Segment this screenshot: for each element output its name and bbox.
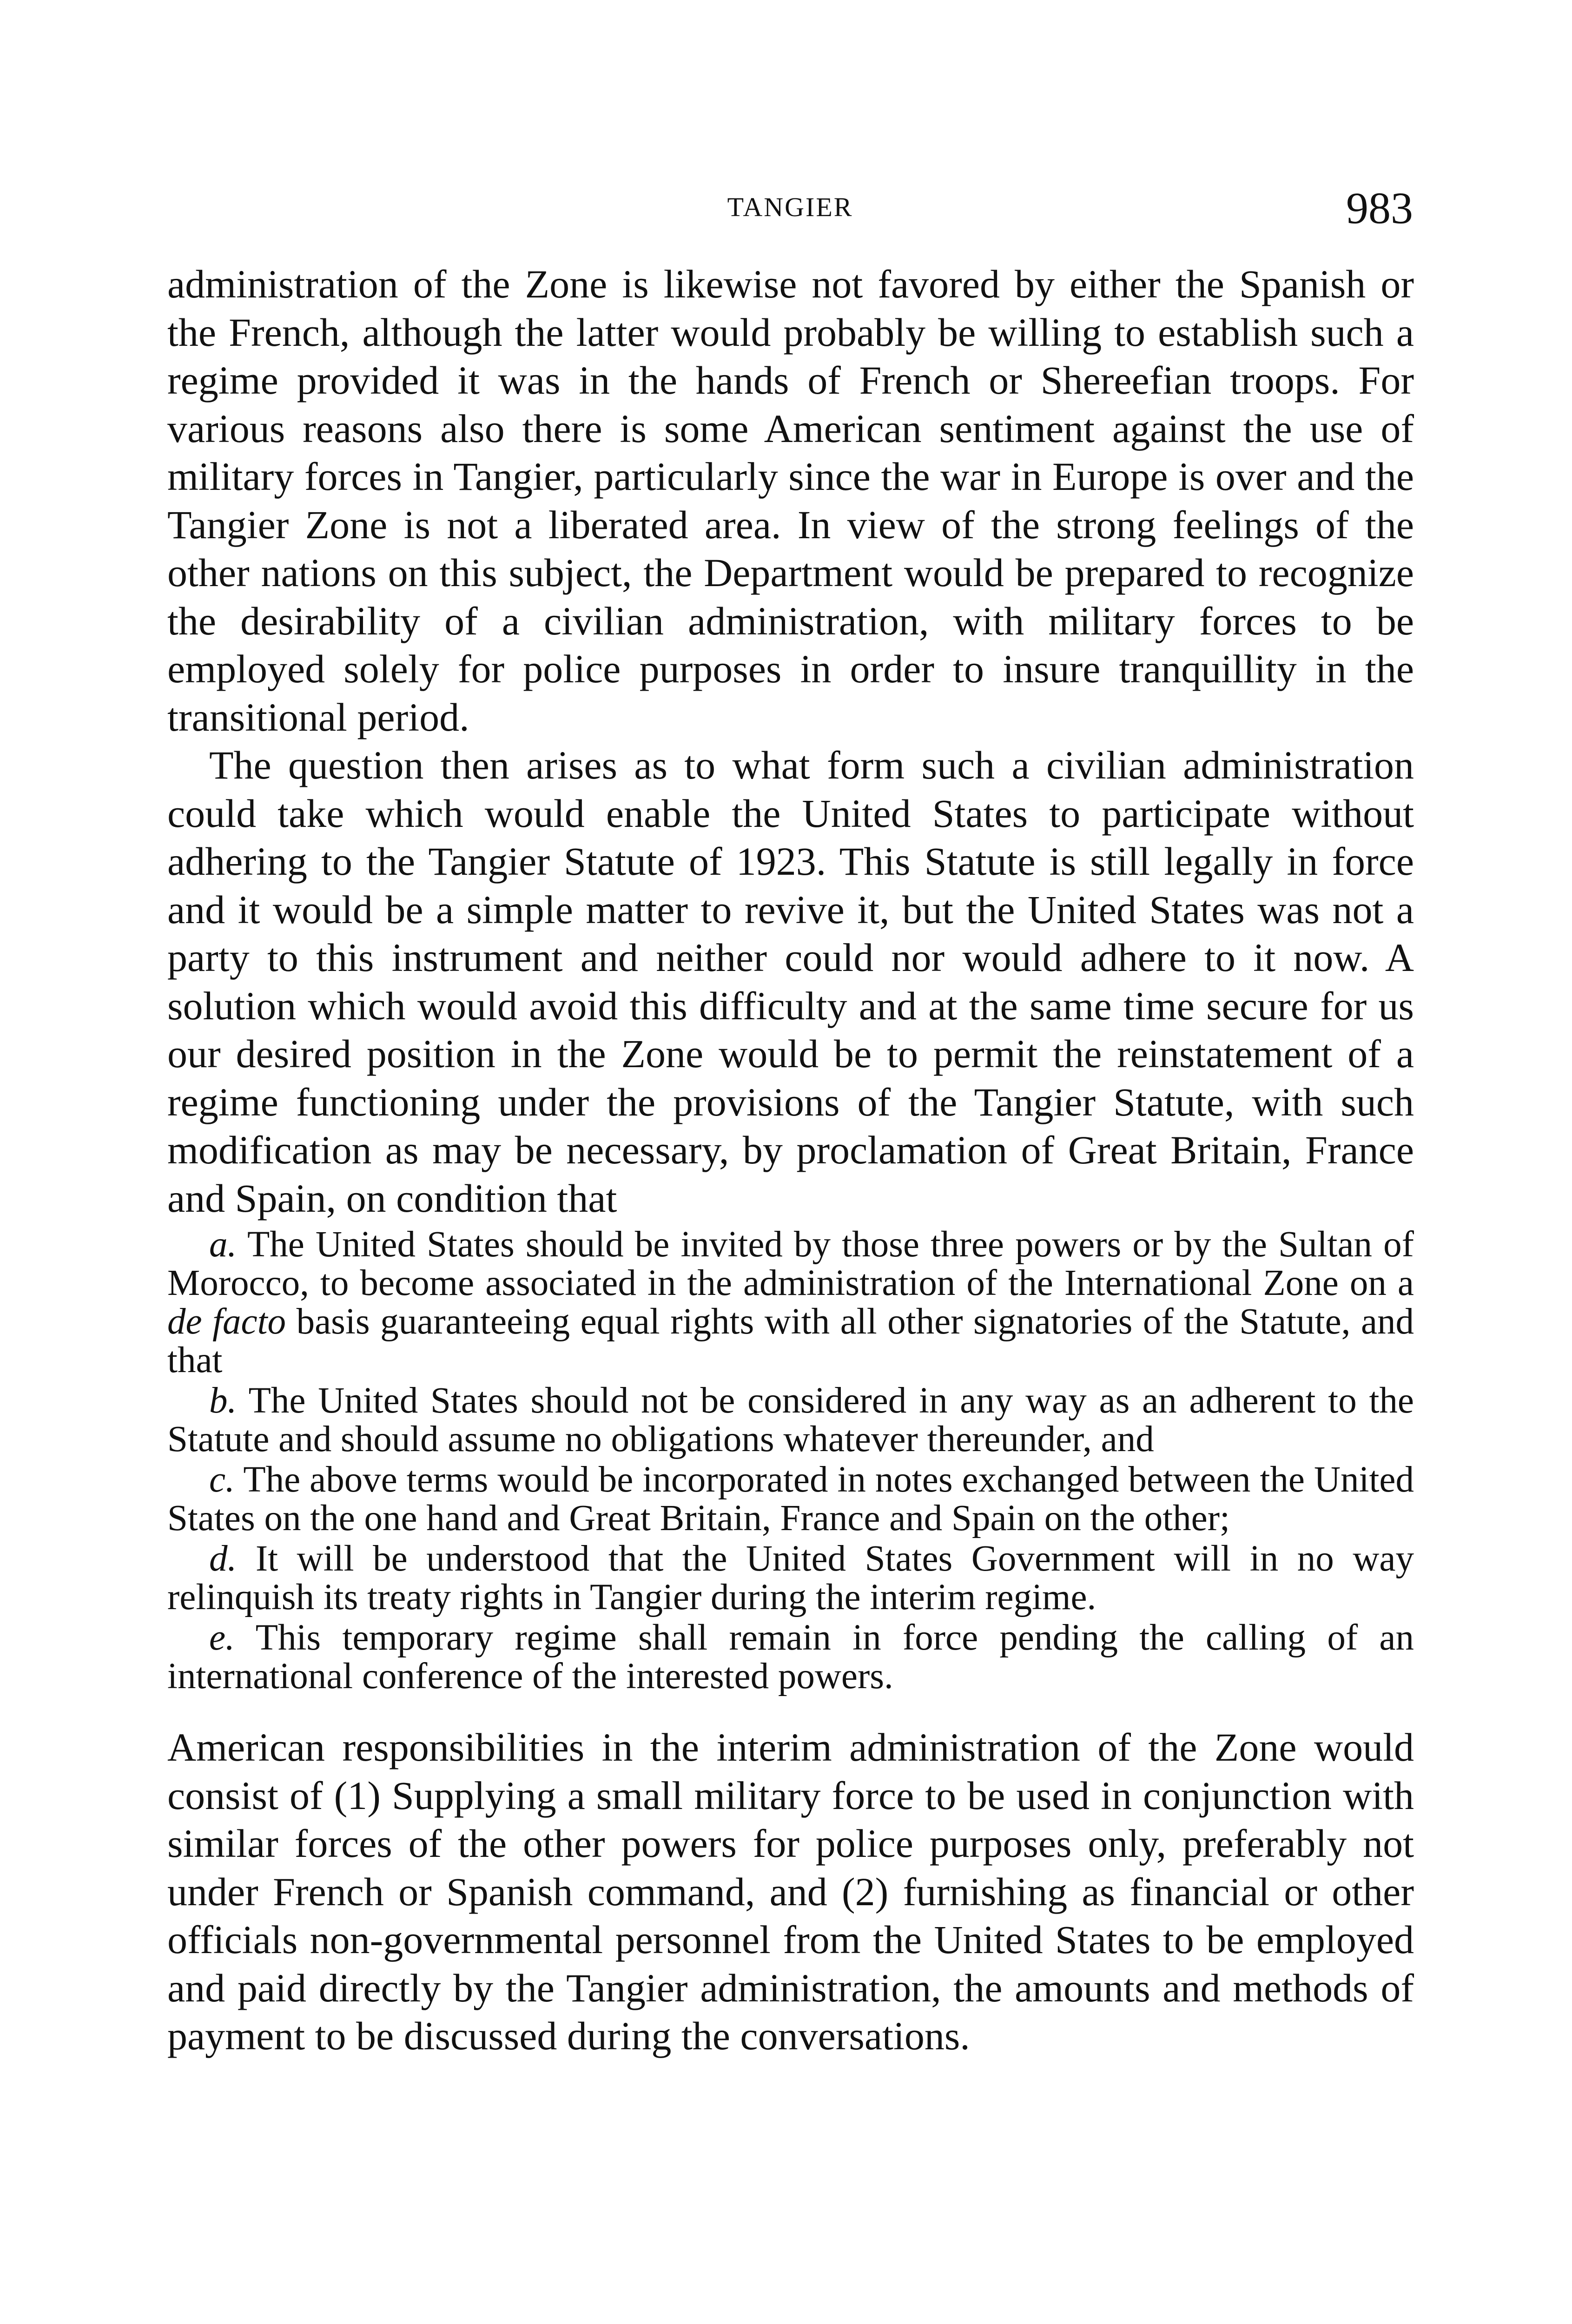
condition-label: c.	[209, 1459, 235, 1500]
condition-e	[167, 1618, 1414, 1696]
condition-text: This temporary regime shall remain in force pending the calling of an international conference of the interested powers.	[167, 1618, 1414, 1697]
condition-a	[167, 1225, 1414, 1380]
condition-text	[167, 1224, 1414, 1380]
condition-text: The above terms would be incorporated in notes exchanged between the United States on the one hand and Great Britain, France and Spain on the other;	[167, 1459, 1414, 1538]
paragraph-responsibilities: American responsibilities in the interim administration of the Zone would consist of (1) Supplying a small military force to be used in conjunction with similar forces of the other powers for police purposes only, preferably not under French or Spanish command, and (2) furnishing as financial or other officials non-governmental personnel from the United States to be employed and paid directly by the Tangier administration, the amounts and methods of payment to be discussed during the conversations.	[167, 1725, 1414, 2058]
condition-text: It will be understood that the United States Government will in no way relinquish its treaty rights in Tangier during the interim regime.	[167, 1538, 1414, 1618]
condition-text: The United States should not be considered in any way as an adherent to the Statute and should assume no obligations whatever thereunder, and	[167, 1380, 1414, 1459]
condition-label: e.	[209, 1618, 235, 1658]
condition-italic-term: de facto	[167, 1301, 286, 1342]
page-number: 983	[1346, 183, 1413, 233]
body-text	[167, 260, 1414, 2060]
paragraph-question: The question then arises as to what form such a civilian administration could take which would enable the United States to participate without adhering to the Tangier Statute of 1923. This Statute is still legally in force and it would be a simple matter to revive it, but the United States was not a party to this instrument and neither could nor would adhere to it now. A solution which would avoid this difficulty and at the same time secure for us our desired position in the Zone would be to permit the reinstatement of a regime functioning under the provisions of the Tangier Statute, with such modification as may be necessary, by proclamation of Great Britain, France and Spain, on condition that	[167, 743, 1414, 1221]
condition-text-part: The United States should be invited by those three powers or by the Sultan of Morocco, to become associated in the administration of the International Zone on a	[167, 1224, 1414, 1303]
header-title: TANGIER	[727, 192, 853, 222]
conditions-list	[167, 1225, 1414, 1696]
condition-c	[167, 1460, 1414, 1538]
running-header	[167, 182, 1413, 233]
paragraph-continuation: administration of the Zone is likewise not favored by either the Spanish or the French, although the latter would probably be willing to establish such a regime provided it was in the hands of French or Shereefian troops. For various reasons also there is some American sentiment against the use of military forces in Tangier, particularly since the war in Europe is over and the Tangier Zone is not a liberated area. In view of the strong feelings of the other nations on this subject, the Department would be prepared to recognize the desirability of a civilian administration, with military forces to be employed solely for police purposes in order to insure tranquillity in the transitional period.	[167, 262, 1414, 739]
condition-label: a.	[209, 1224, 237, 1265]
condition-label: d.	[209, 1538, 237, 1579]
condition-label: b.	[209, 1380, 237, 1421]
condition-text-part: basis guaranteeing equal rights with all other signatories of the Statute, and that	[167, 1301, 1414, 1380]
condition-b	[167, 1381, 1414, 1459]
condition-d	[167, 1539, 1414, 1617]
